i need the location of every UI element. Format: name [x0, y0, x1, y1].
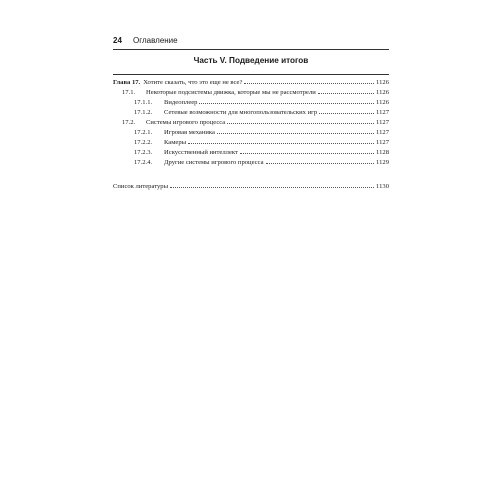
toc-leader: [319, 107, 374, 114]
header-title: Оглавление: [133, 36, 178, 45]
toc-leader: [227, 117, 374, 124]
toc-section-17-2[interactable]: [113, 117, 389, 127]
toc-number: 17.1.1.: [134, 99, 153, 106]
toc-text: Искусственный интеллект: [164, 149, 238, 156]
toc-text: Хотите сказать, что это еще не все?: [143, 79, 243, 86]
toc-text: Камеры: [164, 139, 187, 146]
toc-chapter-17[interactable]: [113, 77, 389, 87]
toc-text: Список литературы: [113, 183, 169, 190]
toc-text: Другие системы игрового процесса: [164, 159, 264, 166]
toc-number: 17.2.1.: [134, 129, 153, 136]
toc-number: 17.2.3.: [134, 149, 153, 156]
toc-leader: [318, 87, 374, 94]
toc-section-17-1[interactable]: [113, 87, 389, 97]
toc-text: Видеоплеер: [164, 99, 198, 106]
toc-subsection-17-2-1[interactable]: [113, 127, 389, 137]
toc-text: Системы игрового процесса: [146, 119, 226, 126]
toc-number: 17.2.2.: [134, 139, 153, 146]
running-header: [113, 33, 389, 50]
toc-leader: [244, 77, 374, 84]
toc-page: 1127: [376, 139, 389, 146]
toc-subsection-17-2-2[interactable]: [113, 137, 389, 147]
toc-subsection-17-2-3[interactable]: [113, 147, 389, 157]
part-title: Часть V. Подведение итогов: [193, 56, 309, 65]
toc-subsection-17-1-1[interactable]: [113, 97, 389, 107]
toc-page: 1127: [376, 129, 389, 136]
toc-text: Некоторые подсистемы движка, которые мы не рассмотрели: [146, 89, 316, 96]
toc-leader: [199, 97, 374, 104]
toc-number: 17.2.: [122, 119, 136, 126]
toc-page: 1130: [376, 183, 389, 190]
toc-page: 1126: [376, 99, 389, 106]
header-page-number: 24: [113, 36, 122, 45]
toc-text: Игровая механика: [164, 129, 215, 136]
toc-bibliography[interactable]: [113, 181, 389, 191]
toc-page: 1126: [376, 79, 389, 86]
toc-text: Сетевые возможности для многопользовательских игр: [164, 109, 318, 116]
toc-number: Глава 17.: [113, 79, 141, 86]
toc-leader: [266, 157, 375, 164]
table-of-contents: [113, 74, 389, 190]
toc-subsection-17-2-4[interactable]: [113, 157, 389, 167]
toc-leader: [240, 147, 374, 154]
toc-page: 1126: [376, 89, 389, 96]
toc-number: 17.1.2.: [134, 109, 153, 116]
toc-page: 1127: [376, 119, 389, 126]
toc-page: 1129: [376, 159, 389, 166]
toc-page: 1127: [376, 109, 389, 116]
toc-leader: [217, 127, 374, 134]
toc-subsection-17-1-2[interactable]: [113, 107, 389, 117]
toc-page: 1128: [376, 149, 389, 156]
toc-number: 17.2.4.: [134, 159, 153, 166]
toc-number: 17.1.: [122, 89, 136, 96]
toc-leader: [170, 181, 374, 188]
toc-leader: [188, 137, 374, 144]
